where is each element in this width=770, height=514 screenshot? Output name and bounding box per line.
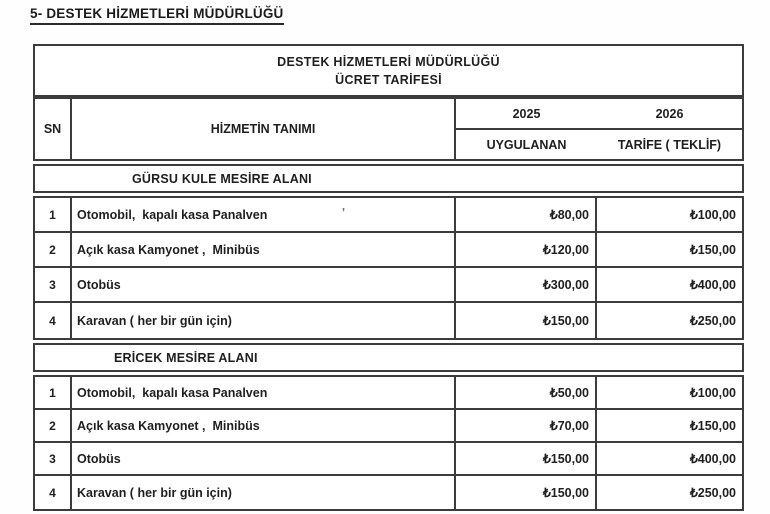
row-2025-value: ₺150,00 xyxy=(456,443,597,474)
row-sn: 4 xyxy=(35,476,72,509)
row-2025-value: ₺70,00 xyxy=(456,410,597,441)
row-2025-value: ₺150,00 xyxy=(456,303,597,338)
row-2025-value: ₺150,00 xyxy=(456,476,597,509)
row-2026-value: ₺250,00 xyxy=(689,314,736,328)
table-row xyxy=(35,410,742,443)
tariff-table xyxy=(33,44,744,511)
table-row xyxy=(35,476,742,509)
column-header-row xyxy=(33,97,744,161)
row-2025-value: ₺80,00 xyxy=(456,198,597,231)
row-2026-value: ₺100,00 xyxy=(689,208,736,222)
row-sn: 1 xyxy=(35,198,72,231)
row-2025-value: ₺120,00 xyxy=(456,233,597,266)
row-sn: 3 xyxy=(35,443,72,474)
column-header-2026-year: 2026 xyxy=(597,99,742,130)
table-row xyxy=(35,233,742,268)
row-2026-value: ₺400,00 xyxy=(689,278,736,292)
row-service-desc: Açık kasa Kamyonet , Minibüs xyxy=(72,410,456,441)
row-sn: 4 xyxy=(35,303,72,338)
row-service-desc: Otomobil, kapalı kasa Panalven xyxy=(72,198,456,231)
column-header-2025-year: 2025 xyxy=(456,99,597,130)
column-header-2025 xyxy=(456,99,597,159)
table-title-block xyxy=(33,44,744,97)
table-row xyxy=(35,268,742,303)
section-rows-gursu xyxy=(33,196,744,340)
row-2025-value: ₺50,00 xyxy=(456,377,597,408)
row-2026-value: ₺150,00 xyxy=(689,243,736,257)
table-row xyxy=(35,443,742,476)
row-sn: 1 xyxy=(35,377,72,408)
column-header-2026-label: TARİFE ( TEKLİF) xyxy=(617,137,722,152)
row-2025-value: ₺300,00 xyxy=(456,268,597,301)
row-2026-value: ₺250,00 xyxy=(689,486,736,500)
row-service-desc: Otomobil, kapalı kasa Panalven xyxy=(72,377,456,408)
column-header-2026 xyxy=(597,99,742,159)
page-title: 5- DESTEK HİZMETLERİ MÜDÜRLÜĞÜ xyxy=(30,6,284,25)
scan-artifact-mark: ʼ xyxy=(342,207,346,219)
section-rows-ericek xyxy=(33,375,744,511)
row-service-desc: Otobüs xyxy=(72,268,456,301)
column-header-sn: SN xyxy=(35,99,72,159)
row-2026-value: ₺400,00 xyxy=(689,452,736,466)
column-header-service: HİZMETİN TANIMI xyxy=(72,99,456,159)
section-header-gursu-kule-mesire-alani: GÜRSU KULE MESİRE ALANI xyxy=(33,164,744,193)
table-title-line1: DESTEK HİZMETLERİ MÜDÜRLÜĞÜ xyxy=(277,54,500,69)
column-header-2025-label: UYGULANAN xyxy=(486,137,567,152)
table-row xyxy=(35,377,742,410)
row-2026-value: ₺150,00 xyxy=(689,419,736,433)
row-service-desc: Otobüs xyxy=(72,443,456,474)
row-service-desc: Karavan ( her bir gün için) xyxy=(72,303,456,338)
table-row xyxy=(35,198,742,233)
row-service-desc: Karavan ( her bir gün için) xyxy=(72,476,456,509)
row-sn: 2 xyxy=(35,410,72,441)
row-sn: 3 xyxy=(35,268,72,301)
row-sn: 2 xyxy=(35,233,72,266)
table-row xyxy=(35,303,742,338)
row-service-desc: Açık kasa Kamyonet , Minibüs xyxy=(72,233,456,266)
table-title-line2: ÜCRET TARİFESİ xyxy=(335,72,442,87)
section-header-ericek-mesire-alani: ERİCEK MESİRE ALANI xyxy=(33,343,744,372)
row-2026-value: ₺100,00 xyxy=(689,386,736,400)
